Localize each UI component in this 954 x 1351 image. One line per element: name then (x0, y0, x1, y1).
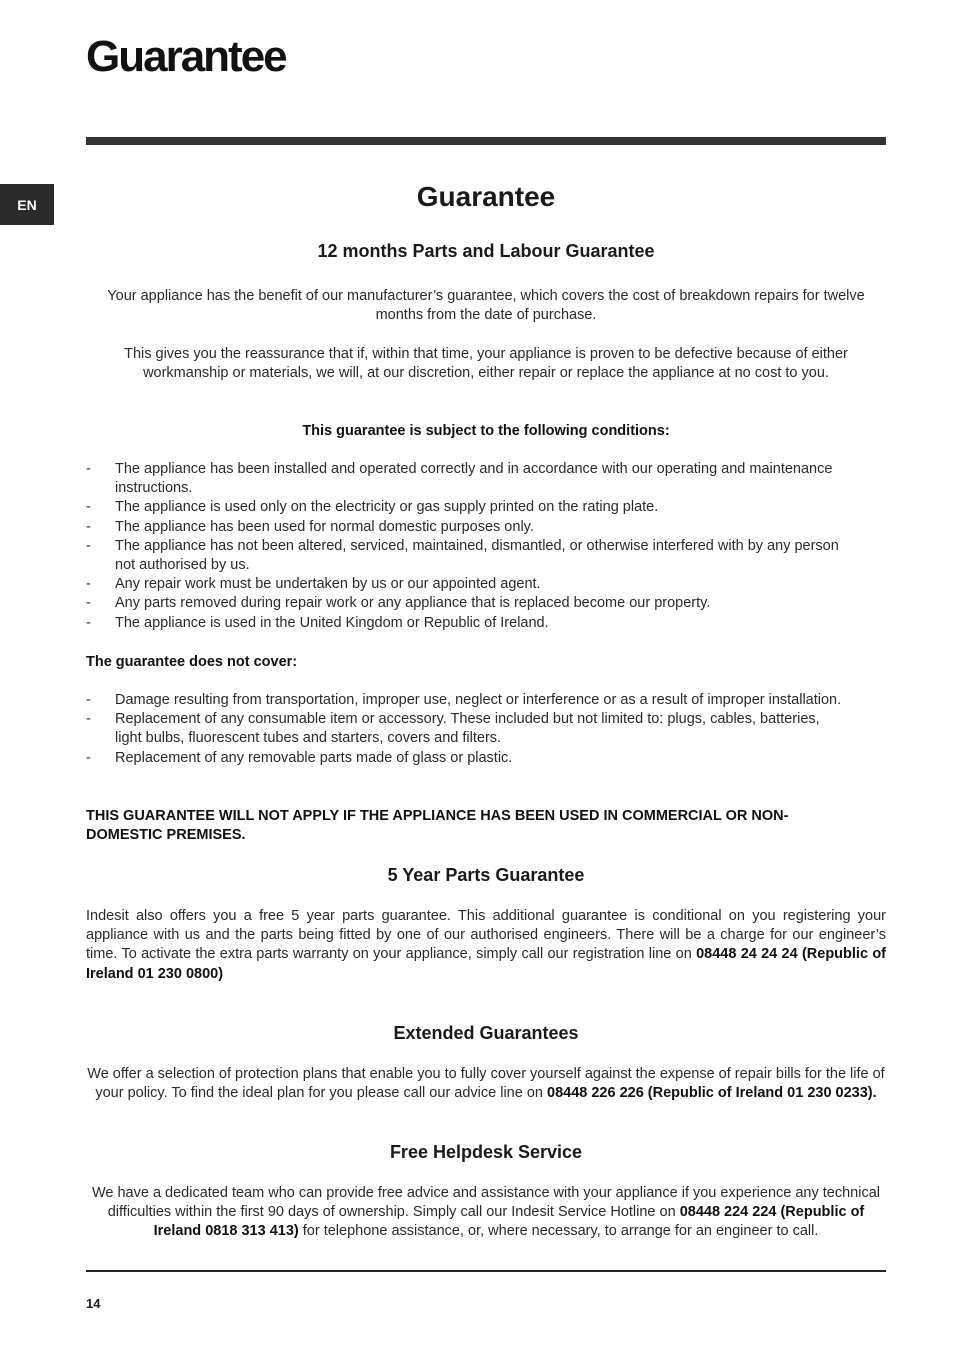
header-rule (86, 137, 886, 145)
five-year-text: Indesit also offers you a free 5 year parts guarantee. This additional guarantee is conditional on you registering your appliance with us and the parts being fitted by one of our authorised engineers. There will be a charge for our engineer’s time. To activate the extra parts warranty on your appliance, simply call our registration line on (86, 908, 886, 963)
five-year-paragraph (86, 907, 886, 984)
intro-paragraph-1: Your appliance has the benefit of our manufacturer’s guarantee, which covers the cost of breakdown repairs for twelve months from the date of purchase. (107, 288, 865, 324)
list-item: - The appliance has not been altered, serviced, maintained, dismantled, or otherwise interfered with by any person not authorised by us. (86, 537, 886, 575)
footer-rule (86, 1270, 886, 1272)
list-item: - Replacement of any consumable item or accessory. These included but not limited to: plugs, cables, batteries, light bulbs, fluorescent tubes and starters, covers and filters. (86, 710, 886, 748)
helpdesk-text: We have a dedicated team who can provide free advice and assistance with your appliance if you experience any technical difficulties within the first 90 days of ownership. Simply call our Indesit Service Hotline on (91, 1185, 881, 1221)
section-title: Guarantee (416, 181, 556, 212)
five-year-heading: 5 Year Parts Guarantee (387, 865, 585, 885)
commercial-notice: THIS GUARANTEE WILL NOT APPLY IF THE APPLIANCE HAS BEEN USED IN COMMERCIAL OR NON-DOMESTIC PREMISES. (86, 808, 789, 844)
list-item: - The appliance is used only on the electricity or gas supply printed on the rating plate. (86, 498, 886, 517)
list-item: - The appliance has been installed and operated correctly and in accordance with our operating and maintenance instructions. (86, 460, 886, 498)
list-item: - Damage resulting from transportation, improper use, neglect or interference or as a result of improper installation. (86, 691, 886, 710)
intro-paragraph-2: This gives you the reassurance that if, within that time, your appliance is proven to be defective because of either workmanship or materials, we will, at our discretion, either repair or replace the appliance at no cost to you. (124, 346, 848, 382)
helpdesk-paragraph (86, 1184, 886, 1242)
list-item: - Any repair work must be undertaken by us or our appointed agent. (86, 575, 886, 594)
exclusions-list (86, 691, 886, 768)
helpdesk-heading: Free Helpdesk Service (389, 1142, 583, 1162)
advice-phone: 08448 226 226 (Republic of Ireland 01 230 0233). (547, 1085, 877, 1102)
list-item: - Any parts removed during repair work or any appliance that is replaced become our property. (86, 594, 886, 613)
page-title: Guarantee (86, 32, 286, 81)
not-cover-heading: The guarantee does not cover: (86, 654, 298, 670)
helpdesk-text-after: for telephone assistance, or, where necessary, to arrange for an engineer to call. (302, 1223, 819, 1240)
parts-labour-heading: 12 months Parts and Labour Guarantee (317, 241, 655, 261)
hotline-phone: 08448 224 224 (Republic of Ireland 0818 313 413) (153, 1204, 865, 1240)
list-item: - The appliance is used in the United Kingdom or Republic of Ireland. (86, 614, 886, 633)
page-number: 14 (86, 1296, 101, 1311)
language-tab: EN (0, 184, 54, 225)
extended-heading: Extended Guarantees (393, 1023, 579, 1043)
list-item: - Replacement of any removable parts made of glass or plastic. (86, 749, 886, 768)
extended-paragraph (86, 1065, 886, 1103)
conditions-heading: This guarantee is subject to the following conditions: (302, 423, 670, 439)
registration-phone: 08448 24 24 24 (Republic of Ireland 01 230 0800) (86, 946, 887, 982)
conditions-list (86, 460, 886, 633)
list-item: - The appliance has been used for normal domestic purposes only. (86, 518, 886, 537)
extended-text: We offer a selection of protection plans that enable you to fully cover yourself against the expense of repair bills for the life of your policy. To find the ideal plan for you please call our advice line on (87, 1066, 885, 1102)
